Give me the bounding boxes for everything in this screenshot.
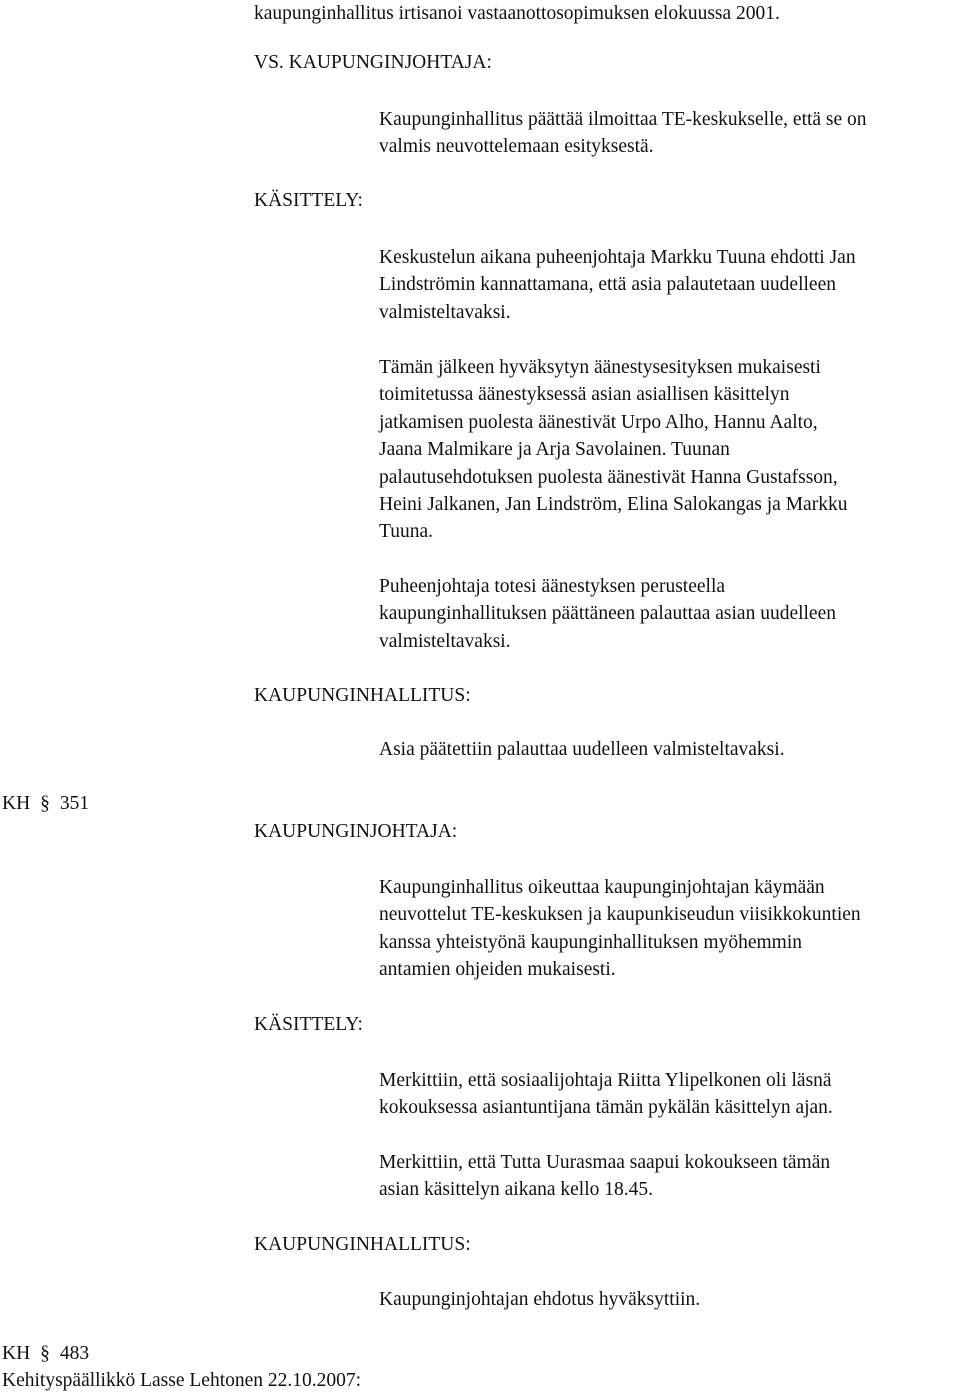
proposal-paragraph [379, 874, 957, 984]
text-line: valmis neuvottelemaan esityksestä. [379, 136, 654, 158]
section-heading-483 [2, 1341, 89, 1367]
section-heading-351 [2, 791, 89, 817]
vote-paragraph [379, 354, 957, 546]
decision-text: Kaupunginjohtajan ehdotus hyväksyttiin. [379, 1289, 701, 1310]
label-kaupunginhallitus: KAUPUNGINHALLITUS: [254, 1234, 471, 1255]
chair-statement-paragraph [379, 573, 957, 655]
section-symbol: § [40, 1343, 50, 1364]
text-line: neuvottelut TE-keskuksen ja kaupunkiseudun viisikkokuntien [379, 904, 861, 926]
text-line: toimitetussa äänestyksessä asian asiallisen käsittelyn [379, 384, 790, 406]
text-line: antamien ohjeiden mukaisesti. [379, 959, 616, 981]
text-line: Puheenjohtaja totesi äänestyksen perusteella [379, 576, 726, 597]
text-line: valmisteltavaksi. [379, 301, 511, 323]
text-line: Merkittiin, että sosiaalijohtaja Riitta Ylipelkonen oli läsnä [379, 1070, 832, 1091]
label-kaupunginjohtaja: KAUPUNGINJOHTAJA: [254, 821, 458, 842]
discussion-paragraph [379, 244, 957, 326]
text-line: valmisteltavaksi. [379, 630, 511, 652]
text-line: kaupunginhallituksen päättäneen palauttaa asian uudelleen [379, 603, 836, 625]
text-line: asian käsittelyn aikana kello 18.45. [379, 1179, 654, 1201]
preparer-line: Kehityspäällikkö Lasse Lehtonen 22.10.2007: [2, 1370, 362, 1391]
proposal-paragraph [379, 106, 957, 161]
section-number: 351 [59, 793, 90, 814]
text-line: kanssa yhteistyönä kaupunginhallituksen myöhemmin [379, 931, 802, 953]
text-line: palautusehdotuksen puolesta äänestivät Hanna Gustafsson, [379, 466, 838, 488]
intro-line: kaupunginhallitus irtisanoi vastaanottosopimuksen elokuussa 2001. [254, 3, 780, 24]
label-kasittely: KÄSITTELY: [254, 1014, 363, 1035]
label-vs-kaupunginjohtaja: VS. KAUPUNGINJOHTAJA: [254, 52, 492, 73]
text-line: Heini Jalkanen, Jan Lindström, Elina Salokangas ja Markku [379, 494, 848, 516]
text-line: Lindströmin kannattamana, että asia palautetaan uudelleen [379, 274, 836, 296]
text-line: Tuuna. [379, 521, 434, 543]
text-line: Jaana Malmikare ja Arja Savolainen. Tuunan [379, 439, 730, 461]
kh-prefix: KH [2, 793, 31, 814]
text-line: Tämän jälkeen hyväksytyn äänestysesityksen mukaisesti [379, 357, 821, 378]
section-number: 483 [59, 1343, 90, 1364]
note-paragraph [379, 1149, 957, 1204]
note-paragraph [379, 1067, 957, 1122]
label-kaupunginhallitus: KAUPUNGINHALLITUS: [254, 685, 471, 706]
text-line: kokouksessa asiantuntijana tämän pykälän käsittelyn ajan. [379, 1097, 833, 1119]
text-line: Kaupunginhallitus päättää ilmoittaa TE-keskukselle, että se on [379, 109, 867, 130]
text-line: jatkamisen puolesta äänestivät Urpo Alho, Hannu Aalto, [379, 411, 818, 433]
section-symbol: § [40, 793, 50, 814]
text-line: Keskustelun aikana puheenjohtaja Markku Tuuna ehdotti Jan [379, 247, 856, 268]
kh-prefix: KH [2, 1343, 31, 1364]
label-kasittely: KÄSITTELY: [254, 190, 363, 211]
text-line: Kaupunginhallitus oikeuttaa kaupunginjohtajan käymään [379, 877, 825, 898]
text-line: Merkittiin, että Tutta Uurasmaa saapui kokoukseen tämän [379, 1152, 831, 1173]
decision-text: Asia päätettiin palauttaa uudelleen valmisteltavaksi. [379, 739, 785, 760]
